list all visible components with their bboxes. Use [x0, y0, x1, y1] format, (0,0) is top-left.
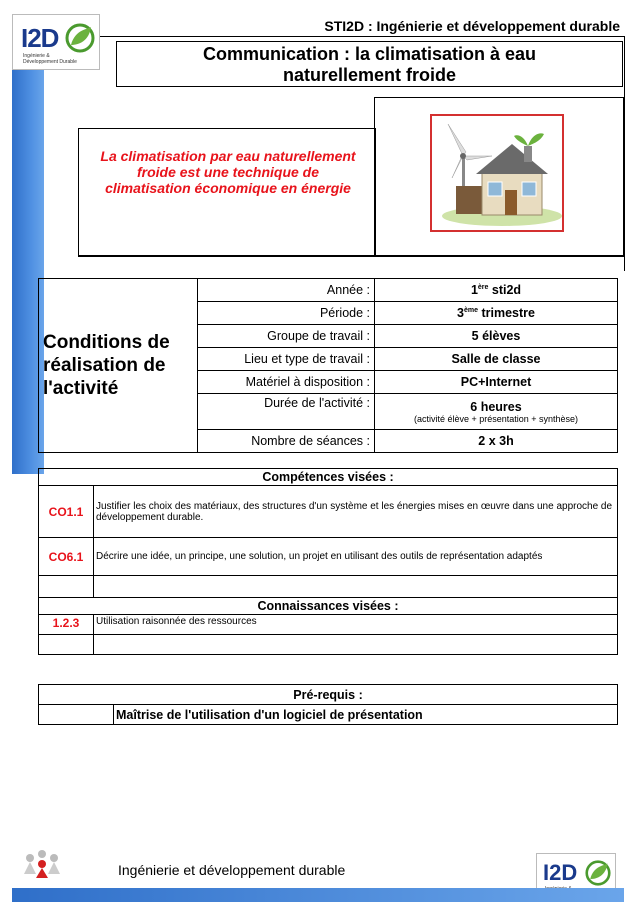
row-label: Période : [198, 302, 375, 325]
row-value: 3ème trimestre [375, 302, 618, 325]
competence-code: CO1.1 [39, 486, 94, 538]
footer-bar [12, 888, 624, 902]
row-label: Année : [198, 279, 375, 302]
title-line-1: Communication : la climatisation à eau [202, 44, 537, 64]
empty-cell [39, 635, 94, 655]
header-rule [100, 36, 625, 37]
title-line-2: naturellement froide [282, 65, 457, 85]
leaf-icon [65, 23, 95, 53]
house-illustration [430, 114, 564, 232]
people-logo [22, 848, 62, 882]
table-row [39, 598, 618, 615]
table-row [39, 615, 618, 635]
competences-heading: Compétences visées : [39, 469, 618, 486]
row-label: Groupe de travail : [198, 325, 375, 348]
footer-text: Ingénierie et développement durable [118, 862, 346, 878]
row-label: Nombre de séances : [198, 430, 375, 453]
row-value: 5 élèves [375, 325, 618, 348]
row-value: 6 heures (activité élève + présentation + synthèse) [375, 394, 618, 430]
logo-text: I2D [21, 23, 59, 53]
table-row [39, 279, 618, 302]
row-value: PC+Internet [375, 371, 618, 394]
people-circle-icon [22, 848, 62, 882]
competence-text: Décrire une idée, un principe, une solution, un projet en utilisant des outils de représentation adaptés [94, 538, 618, 576]
conditions-heading: Conditions de réalisation de l'activité [39, 279, 198, 453]
connaissances-heading: Connaissances visées : [39, 598, 618, 615]
row-value: 2 x 3h [375, 430, 618, 453]
section-rule [78, 256, 624, 257]
page-title [116, 41, 623, 87]
prerequis-item: Maîtrise de l'utilisation d'un logiciel de présentation [114, 705, 618, 725]
row-label: Matériel à disposition : [198, 371, 375, 394]
logo-subtext: Ingénierie & Développement Durable [23, 53, 77, 65]
competences-table [38, 468, 618, 655]
row-value: Salle de classe [375, 348, 618, 371]
empty-cell [39, 576, 94, 598]
row-label: Durée de l'activité : [198, 394, 375, 430]
table-row [39, 576, 618, 598]
table-row [39, 538, 618, 576]
connaissance-text: Utilisation raisonnée des ressources [94, 615, 618, 635]
competence-text: Justifier les choix des matériaux, des structures d'un système et les énergies mises en œuvre dans une approche de développement durable. [94, 486, 618, 538]
house-wind-turbine-icon [432, 116, 562, 230]
row-label: Lieu et type de travail : [198, 348, 375, 371]
empty-cell [39, 705, 114, 725]
intro-text: La climatisation par eau naturellement froide est une technique de climatisation économique en énergie [100, 148, 356, 196]
table-row [39, 486, 618, 538]
row-value: 1ère sti2d [375, 279, 618, 302]
connaissance-code: 1.2.3 [39, 615, 94, 635]
prerequis-table [38, 684, 618, 725]
i2d-logo [12, 14, 100, 70]
empty-cell [94, 576, 618, 598]
empty-cell [94, 635, 618, 655]
row-note: (activité élève + présentation + synthèse) [413, 413, 579, 424]
prerequis-heading: Pré-requis : [39, 685, 618, 705]
footer-logo-text: I2D [543, 860, 578, 885]
table-row [39, 705, 618, 725]
table-row [39, 635, 618, 655]
table-row [39, 685, 618, 705]
conditions-table [38, 278, 618, 453]
right-border [624, 36, 625, 271]
header-subtitle: STI2D : Ingénierie et développement durable [324, 18, 620, 34]
competence-code: CO6.1 [39, 538, 94, 576]
leaf-icon [585, 860, 611, 886]
table-row [39, 469, 618, 486]
